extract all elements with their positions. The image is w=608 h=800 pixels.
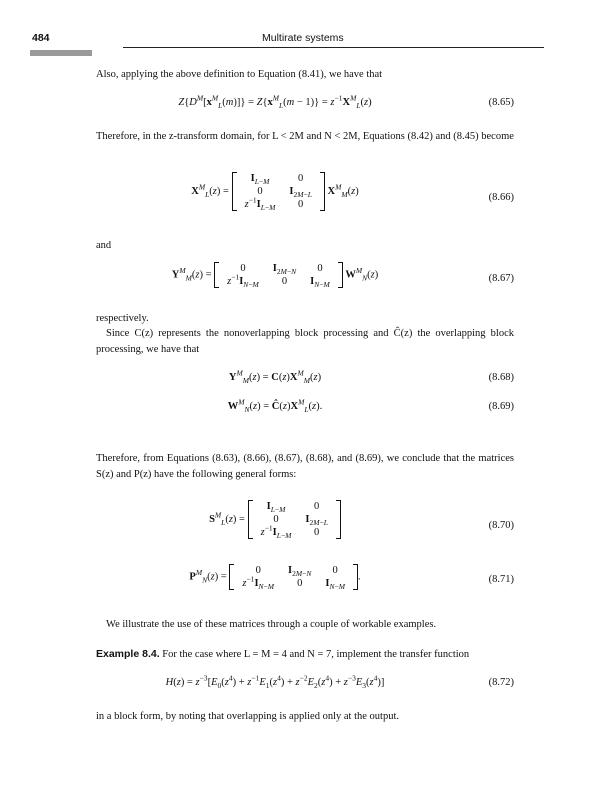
page-header <box>30 30 514 50</box>
matrix: $I_{L-M}$ 0 0 $I_{2M-L}$ $z^{-1}I_{L-M}$ 0 <box>248 500 341 539</box>
equation-8-68 <box>96 368 514 388</box>
paragraph-z-domain: Therefore, in the z-transform domain, for L < 2M and N < 2M, Equations (8.42) and (8.45) become <box>96 131 514 142</box>
running-title: Multirate systems <box>262 32 344 44</box>
equation-body: $H(z) = z^{-3}[E_0(z^4) + z^{-1}E_1(z^4) + z^{-2}E_2(z^4) + z^{-3}E_3(z^4)]$ <box>165 673 385 691</box>
example-8-4 <box>96 646 514 663</box>
equation-8-69 <box>96 397 514 417</box>
equation-number: (8.69) <box>488 401 514 412</box>
matrix: 0 $I_{2M-N}$ 0 $z^{-1}I_{N-M}$ 0 $I_{N-M}$ <box>229 564 358 590</box>
paragraph-block-form: in a block form, by noting that overlapping is applied only at the output. <box>96 711 399 722</box>
equation-body: $W^M_N(z)$ = $Ĉ(z)X^M_L(z)$. <box>227 397 323 415</box>
equation-body: $P^M_N(z)$ = 0 $I_{2M-N}$ 0 $z^{-1}I_{N-M}$ 0 $I_{N-M}$ . <box>189 565 361 592</box>
matrix: 0 $I_{2M-N}$ 0 $z^{-1}I_{N-M}$ 0 $I_{N-M}$ <box>214 262 343 288</box>
paragraph-general-forms: Therefore, from Equations (8.63), (8.66), (8.67), (8.68), and (8.69), we conclude that the matrices S(z) and P(z) have the following general forms: <box>96 453 514 480</box>
equation-body: $S^M_L(z)$ = $I_{L-M}$ 0 0 $I_{2M-L}$ $z^{-1}I_{L-M}$ 0 <box>96 500 454 539</box>
example-text: For the case where L = M = 4 and N = 7, implement the transfer function <box>162 649 470 660</box>
paragraph-block-processing: Since C(z) represents the nonoverlapping block processing and Ĉ(z) the overlapping block processing, we have that <box>96 328 514 355</box>
equation-body: $Z\{D^M[x^M_L(m)]\} = Z\{x^M_L(m - 1)\} = z^{-1}X^M_L(z)$ <box>178 93 372 111</box>
equation-number: (8.72) <box>488 677 514 688</box>
equation-8-70 <box>96 500 514 556</box>
equation-body: $Y^M_M(z) = C(z)X^M_M(z)$ <box>228 368 322 386</box>
paragraph-intro: Also, applying the above definition to Equation (8.41), we have that <box>96 69 383 80</box>
paragraph-respectively: respectively. <box>96 313 149 324</box>
equation-number: (8.70) <box>488 520 514 531</box>
equation-number: (8.68) <box>488 372 514 383</box>
paragraph-illustrate: We illustrate the use of these matrices through a couple of workable examples. <box>106 619 437 630</box>
equation-number: (8.67) <box>488 273 514 284</box>
equation-8-66 <box>96 172 514 228</box>
equation-8-71 <box>96 564 514 600</box>
matrix: $I_{L-M}$ 0 0 $I_{2M-L}$ $z^{-1}I_{L-M}$ 0 <box>232 172 325 211</box>
equation-number: (8.65) <box>488 97 514 108</box>
equation-number: (8.66) <box>488 192 514 203</box>
example-label: Example 8.4. <box>96 648 160 660</box>
page-number: 484 <box>32 32 50 44</box>
equation-number: (8.71) <box>488 574 514 585</box>
equation-8-65 <box>96 93 514 113</box>
header-bar <box>30 50 92 56</box>
equation-body: $Y^M_M(z)$ = 0 $I_{2M-N}$ 0 $z^{-1}I_{N-M}$ 0 $I_{N-M}$ $W^M_N(z)$ <box>171 263 379 290</box>
header-rule <box>123 47 544 48</box>
equation-body: $X^M_L(z)$ = $I_{L-M}$ 0 0 $I_{2M-L}$ $z^{-1}I_{L-M}$ 0 $X^M_M(z)$ <box>191 173 359 213</box>
equation-8-72 <box>96 673 514 693</box>
paragraph-and: and <box>96 240 112 251</box>
equation-8-67 <box>96 262 514 298</box>
